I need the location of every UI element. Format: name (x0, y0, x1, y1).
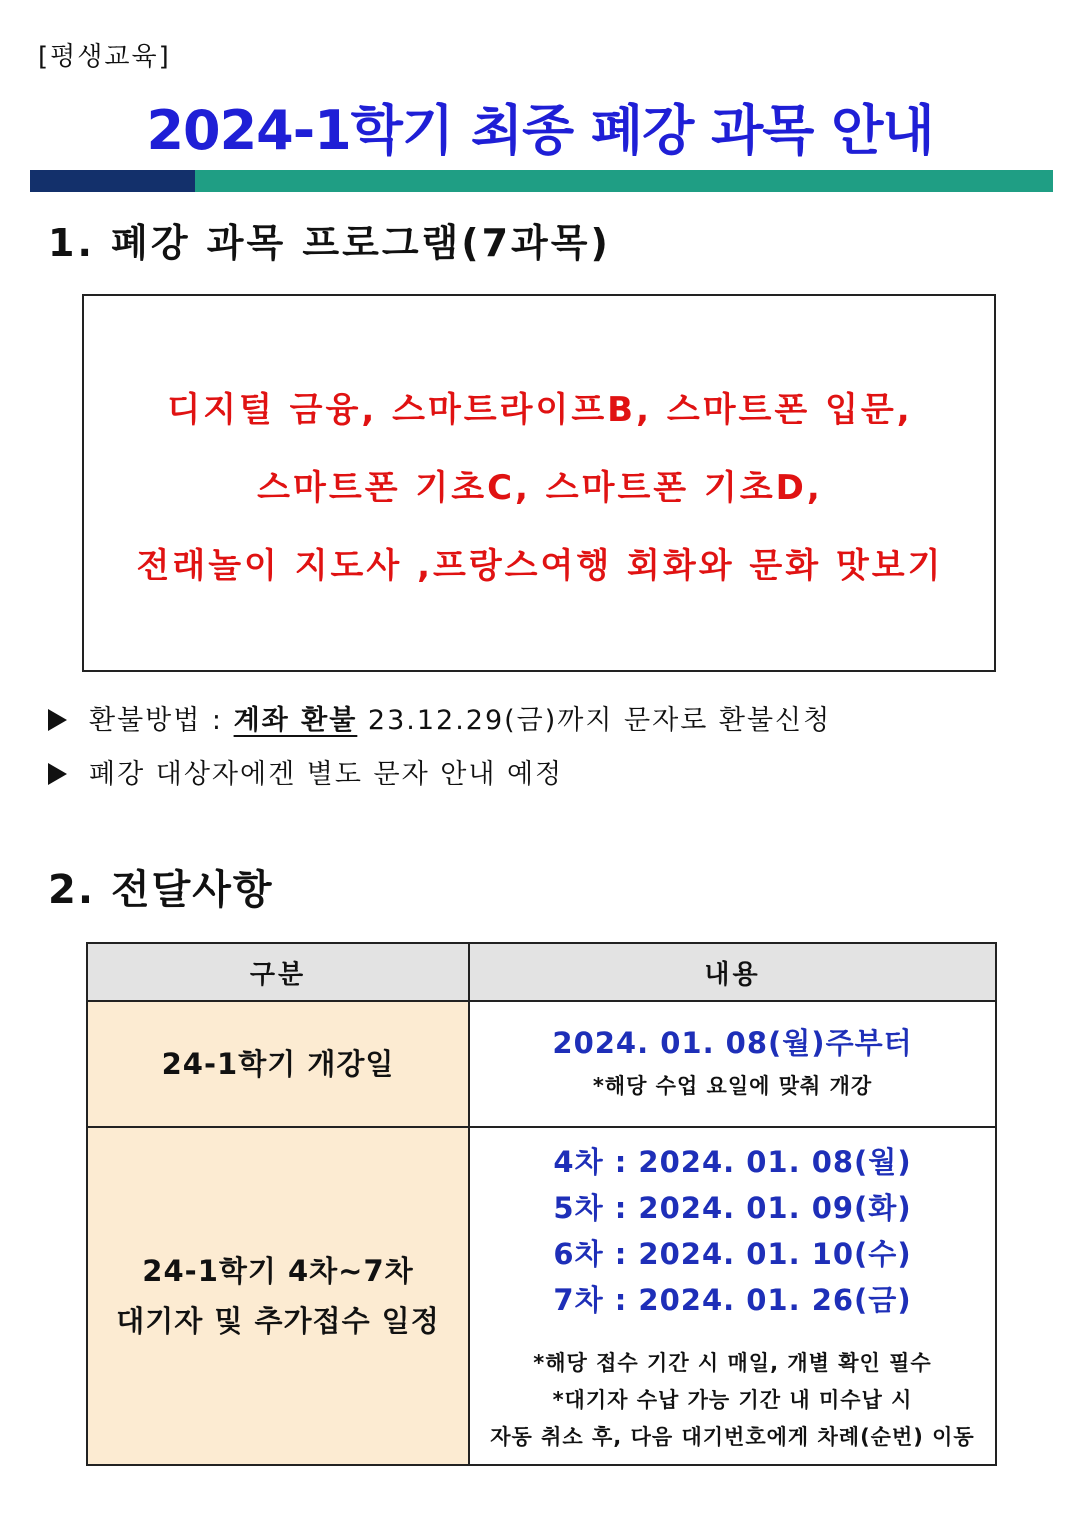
schedule-label-line-1: 24-1학기 4차~7차 (142, 1254, 414, 1288)
schedule-note: *해당 접수 기간 시 매일, 개별 확인 필수 (533, 1350, 932, 1375)
courses-line-1: 디지털 금융, 스마트라이프B, 스마트폰 입문, (167, 390, 913, 430)
column-header-category: 구분 (87, 943, 469, 1001)
title-divider-teal (195, 170, 1053, 192)
row-label-schedule (87, 1127, 469, 1465)
table-row (87, 1001, 996, 1127)
notice-bullet (48, 752, 563, 791)
bullet-triangle-icon (48, 709, 67, 731)
section1-heading: 1. 폐강 과목 프로그램(7과목) (48, 221, 611, 265)
schedule-item: 6차 : 2024. 01. 10(수) (553, 1236, 912, 1271)
row-label-start-date: 24-1학기 개강일 (87, 1001, 469, 1127)
table-row (87, 1127, 996, 1465)
column-header-content: 내용 (469, 943, 996, 1001)
refund-method: 계좌 환불 (233, 705, 358, 736)
row-content-start-date (469, 1001, 996, 1127)
start-date-value: 2024. 01. 08(월)주부터 (552, 1026, 913, 1060)
refund-label: 환불방법 : (89, 705, 234, 736)
info-table (86, 942, 997, 1466)
schedule-note: 자동 취소 후, 다음 대기번호에게 차례(순번) 이동 (490, 1424, 975, 1449)
row-content-schedule (469, 1127, 996, 1465)
notice-text: 폐강 대상자에겐 별도 문자 안내 예정 (89, 759, 564, 790)
start-date-note: *해당 수업 요일에 맞춰 개강 (592, 1074, 873, 1098)
refund-bullet (48, 698, 831, 737)
schedule-label-line-2: 대기자 및 추가접수 일정 (116, 1304, 440, 1338)
table-header-row (87, 943, 996, 1001)
section2-heading: 2. 전달사항 (48, 867, 274, 913)
page-title: 2024-1학기 최종 폐강 과목 안내 (146, 99, 934, 162)
bullet-triangle-icon (48, 763, 67, 785)
schedule-item: 4차 : 2024. 01. 08(월) (553, 1144, 912, 1179)
schedule-note: *대기자 수납 가능 기간 내 미수납 시 (552, 1387, 913, 1412)
courses-line-2: 스마트폰 기초C, 스마트폰 기초D, (257, 468, 823, 508)
title-divider-dark (30, 170, 195, 192)
category-tag: [평생교육] (38, 42, 171, 72)
courses-line-3: 전래놀이 지도사 ,프랑스여행 회화와 문화 맛보기 (136, 546, 944, 586)
refund-detail: 23.12.29(금)까지 문자로 환불신청 (357, 705, 832, 736)
schedule-item: 7차 : 2024. 01. 26(금) (553, 1282, 912, 1317)
schedule-item: 5차 : 2024. 01. 09(화) (553, 1190, 912, 1225)
